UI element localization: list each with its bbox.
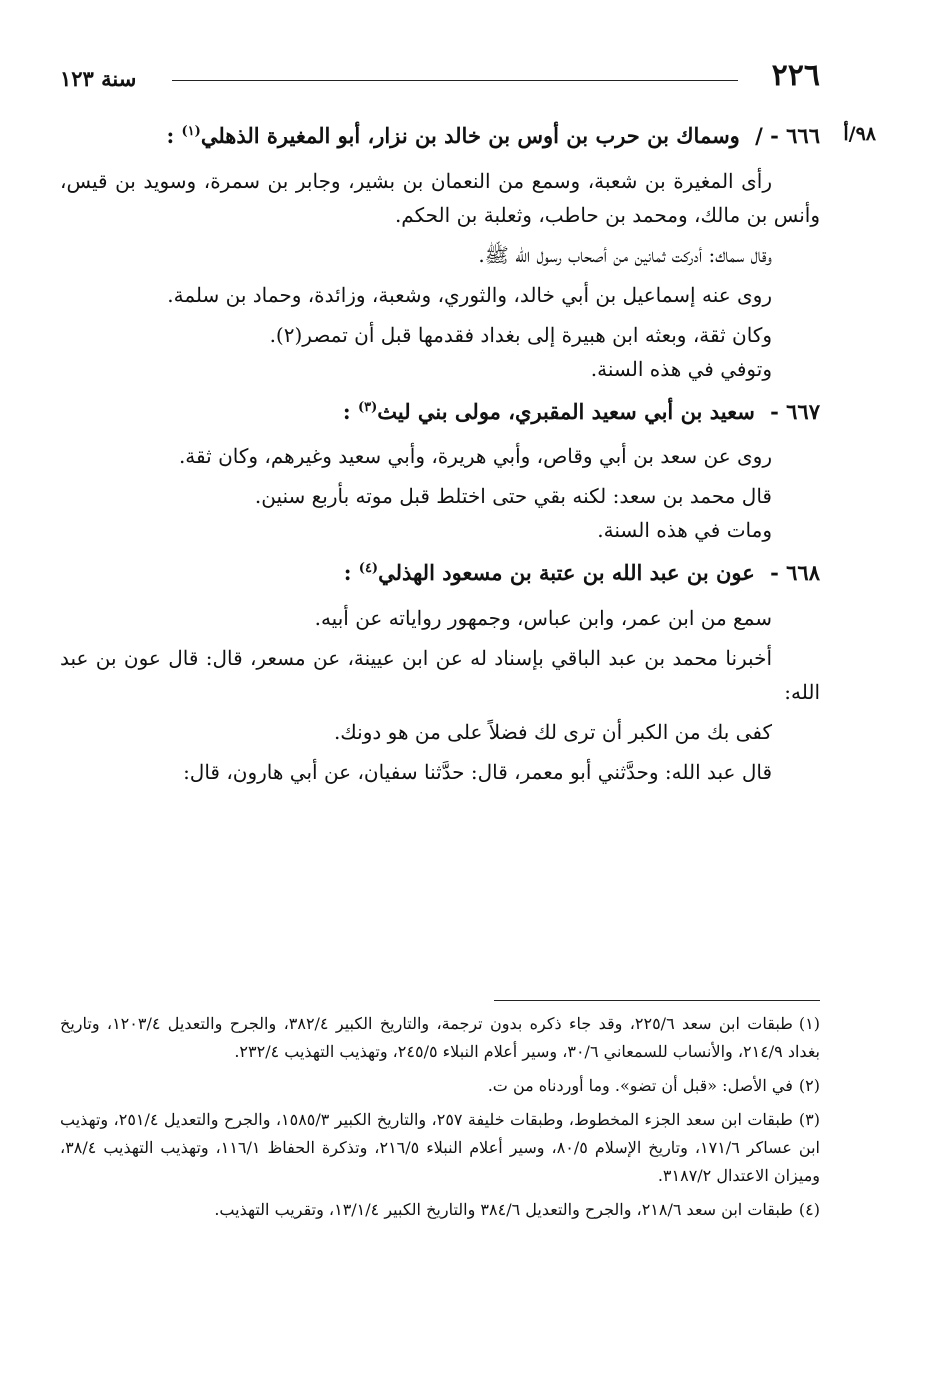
entry-heading [60, 555, 820, 591]
entry-heading [60, 394, 820, 430]
paragraph: رأى المغيرة بن شعبة، وسمع من النعمان بن بشير، وجابر بن سمرة، وسويد بن قيس، وأنس بن مالك، ومحمد بن حاطب، وثعلبة بن الحكم. [60, 168, 820, 227]
footnote-text: في الأصل: «قبل أن تضو». وما أوردناه من ت. [487, 1076, 793, 1095]
entry-heading [60, 118, 876, 154]
entry-666 [60, 118, 876, 386]
paragraph: روى عن سعد بن أبي وقاص، وأبي هريرة، وأبي سعيد وغيرهم، وكان ثقة. [178, 444, 772, 469]
entry-668 [60, 555, 820, 789]
footnote-separator [494, 1000, 820, 1001]
footnote [60, 1196, 820, 1224]
entry-title: عون بن عبد الله بن عتبة بن مسعود الهذلي [378, 560, 755, 586]
header-rule [172, 80, 738, 81]
footnote-marker[interactable]: (٤) [358, 561, 379, 577]
footnote [60, 1106, 820, 1190]
heading-tail: : [342, 398, 351, 424]
running-head: سنة ١٢٣ [60, 66, 137, 91]
paragraph: ومات في هذه السنة. [597, 518, 772, 543]
footnote-number: (٢) [798, 1076, 820, 1095]
entry-667 [60, 394, 820, 548]
footnote-marker[interactable]: (١) [181, 124, 201, 139]
footnote-text: طبقات ابن سعد ٢١٨/٦، والجرح والتعديل ٣٨٤/٦ والتاريخ الكبير ١٣/١/٤، وتقريب التهذيب. [214, 1200, 793, 1219]
footnote-number: (٣) [798, 1110, 821, 1129]
page-header [60, 56, 820, 92]
page-number: ٢٢٦ [771, 58, 820, 93]
footnote [60, 1010, 820, 1066]
paragraph: كفى بك من الكبر أن ترى لك فضلاً على من هو دونك. [333, 720, 772, 745]
entry-number: ٦٦٨ - [770, 560, 820, 586]
paragraph: وكان ثقة، وبعثه ابن هبيرة إلى بغداد فقدمها قبل أن تمصر(٢). [269, 322, 772, 347]
paragraph: وتوفي في هذه السنة. [590, 356, 772, 381]
heading-tail: : [343, 560, 352, 586]
footnote-text: طبقات ابن سعد ٢٢٥/٦، وقد جاء ذكره بدون ترجمة، والتاريخ الكبير ٣٨٢/٤، والجرح والتعديل ١٢٠٣/٤، وتاريخ بغداد ٢١٤/٩، والأنساب للسمعاني ٣٠/٦، وسير أعلام النبلاء ٢٤٥/٥، وتهذيب التهذيب ٢٣٢/٤. [60, 1014, 820, 1061]
entry-number: ٦٦٦ - / [755, 123, 820, 148]
paragraph: قال محمد بن سعد: لكنه بقي حتى اختلط قبل موته بأربع سنين. [254, 484, 772, 509]
paragraph: روى عنه إسماعيل بن أبي خالد، والثوري، وشعبة، وزائدة، وحماد بن سلمة. [167, 282, 772, 307]
heading-tail: : [166, 123, 175, 148]
paragraph: قال عبد الله: وحدَّثني أبو معمر، قال: حدَّثنا سفيان، عن أبي هارون، قال: [183, 760, 772, 785]
paragraph: وقال سماك: أدركت ثمانين من أصحاب رسول الله ﷺ. [478, 242, 772, 267]
entry-number: ٦٦٧ - [770, 398, 820, 424]
paragraph: أخبرنا محمد بن عبد الباقي بإسناد له عن ابن عيينة، عن مسعر، قال: قال عون بن عبد الله: [60, 646, 820, 705]
footnotes [60, 1010, 820, 1230]
footnote-number: (٤) [798, 1200, 820, 1219]
entry-title: سعيد بن أبي سعيد المقبري، مولى بني ليث [377, 398, 755, 424]
entry-title: وسماك بن حرب بن أوس بن خالد بن نزار، أبو المغيرة الذهلي [200, 123, 740, 148]
paragraph: سمع من ابن عمر، وابن عباس، وجمهور رواياته عن أبيه. [314, 606, 772, 631]
footnote-number: (١) [798, 1014, 820, 1033]
main-text [60, 118, 876, 797]
footnote-marker[interactable]: (٣) [357, 399, 378, 415]
margin-reference: ٩٨/أ [843, 123, 876, 145]
footnote-text: طبقات ابن سعد الجزء المخطوط، وطبقات خليفة ٢٥٧، والتاريخ الكبير ١٥٨٥/٣، والجرح والتعديل ٢٥١/٤، وتهذيب ابن عساكر ١٧١/٦، وتاريخ الإسلام ٨٠/٥، وسير أعلام النبلاء ٢١٦/٥، وتذكرة الحفاظ ١١٦/١، وتهذيب التهذيب ٣٨/٤، وميزان الاعتدال ٣١٨٧/٢. [60, 1110, 820, 1185]
footnote [60, 1072, 820, 1100]
